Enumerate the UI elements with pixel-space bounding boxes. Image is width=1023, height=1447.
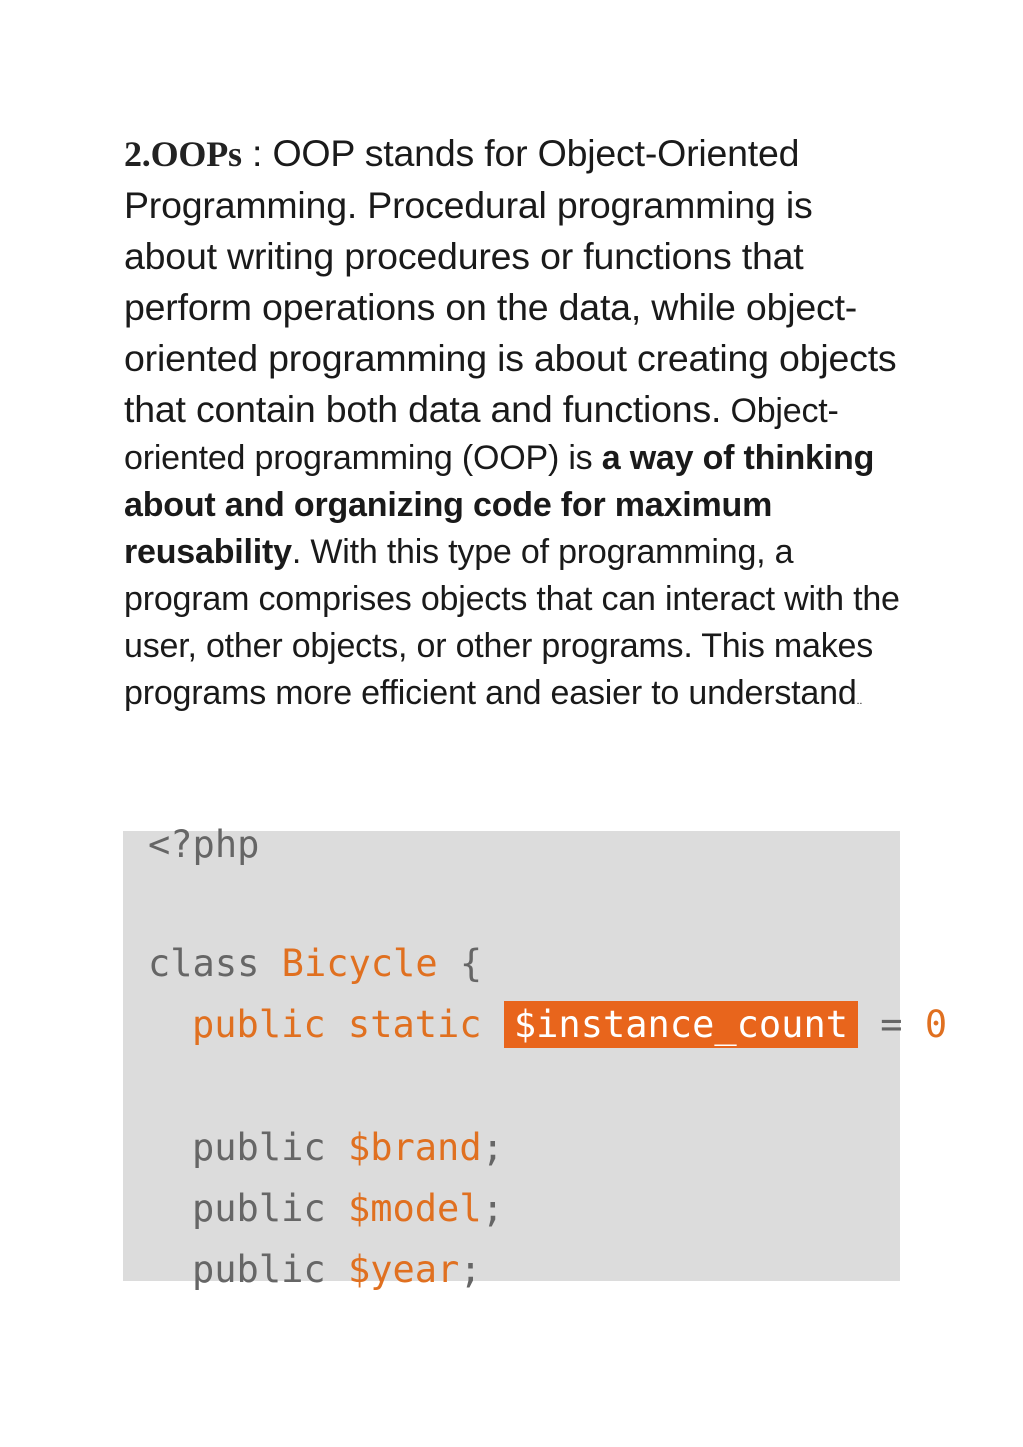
semicolon: ; [481,1187,504,1230]
class-name: Bicycle [281,942,438,985]
definition-rest: . With this type of programming, a program comprises objects that can interact with the user, other objects, or other programs. This makes programs more efficient and easier to understand [124,533,900,712]
paragraph-intro [124,132,896,430]
public-keyword: public [192,1187,326,1230]
code-line-year [192,1248,482,1292]
paragraph-definition [124,392,900,712]
semicolon: ; [481,1126,504,1169]
intro-text: : OOP stands for Object-Oriented Programming. Procedural programming is about writing procedures or functions that perform operations on the data, while object-oriented programming is about creating objects that contain both data and functions. [124,132,897,430]
code-line-brand [192,1126,504,1170]
code-line-class [148,942,482,986]
class-keyword: class [148,942,260,985]
assign-value: 0 [924,1003,948,1046]
public-keyword: public [192,1126,326,1169]
php-tag: <?php [148,823,260,866]
definition-bold: a way of thinking about and organizing code for maximum reusability [124,439,875,571]
code-line-php-open [148,823,259,867]
code-screenshot [123,823,948,1291]
ellipsis: .. [856,695,863,707]
open-brace: { [459,942,483,985]
public-static-keyword: public static [192,1003,482,1046]
var-year: $year [347,1248,460,1291]
assign-operator: = [880,1003,903,1046]
article-text [124,128,904,725]
definition-text: Object-oriented programming (OOP) is [124,392,839,477]
section-heading: 2.OOPs [124,134,242,174]
semicolon: ; [459,1248,482,1291]
code-line-static [192,1003,947,1047]
code-line-model [192,1187,504,1231]
highlighted-variable: $instance_count [504,1001,858,1048]
public-keyword: public [192,1248,326,1291]
var-model: $model [347,1187,482,1230]
var-brand: $brand [347,1126,482,1169]
